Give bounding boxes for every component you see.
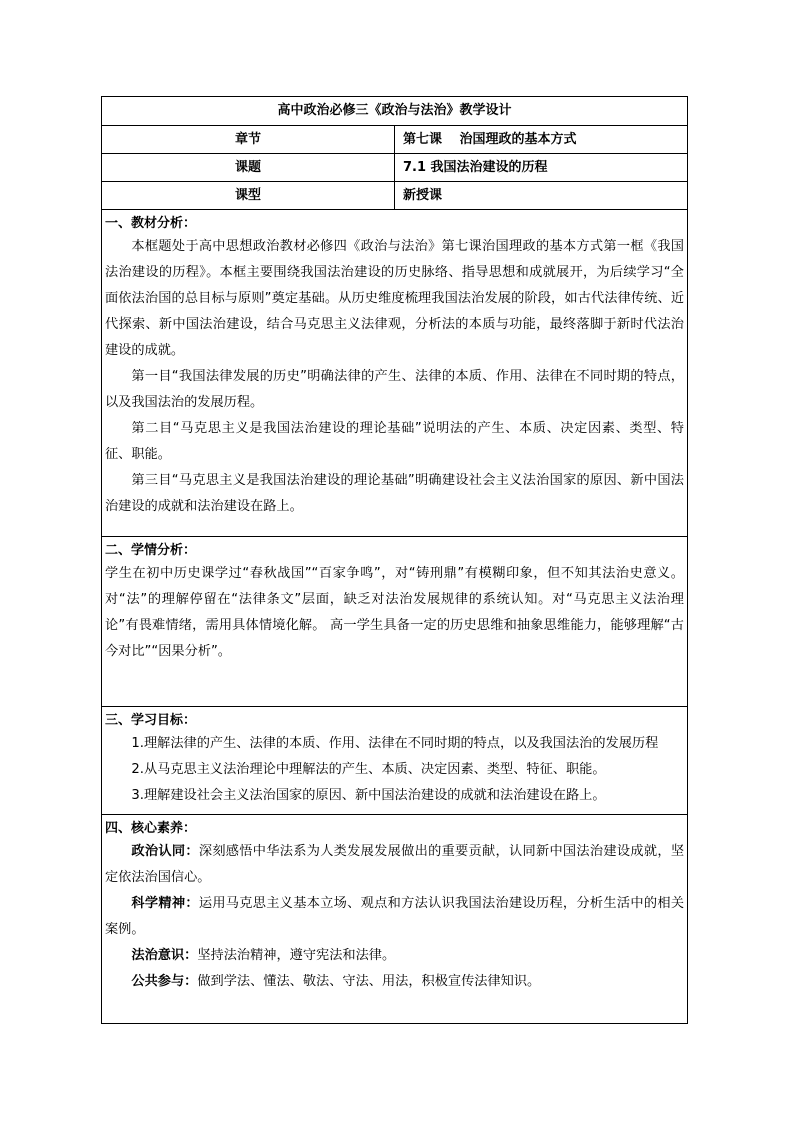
- lesson-plan-page: [101, 96, 688, 1024]
- core-literacy-text: 做到学法、懂法、敬法、守法、用法，积极宣传法律知识。: [197, 974, 541, 989]
- textbook-analysis-paragraph: 第三目“马克思主义是我国法治建设的理论基础”明确建设社会主义法治国家的原因、新中国法治建设的成就和法治建设在路上。: [105, 473, 684, 514]
- learning-goal-item: 3.理解建设社会主义法治国家的原因、新中国法治建设的成就和法治建设在路上。: [131, 788, 606, 803]
- core-literacy-item: [105, 969, 684, 995]
- textbook-analysis-paragraph: 本框题处于高中思想政治教材必修四《政治与法治》第七课治国理政的基本方式第一框《我国法治建设的历程》。本框主要围绕我国法治建设的历史脉络、指导思想和成就展开，为后续学习“全面依法治国的总目标与原则”奠定基础。从历史维度梳理我国法治发展的阶段，如古代法律传统、近代探索、新中国法治建设，结合马克思主义法律观，分析法的本质与功能，最终落脚于新时代法治建设的成就。: [105, 239, 684, 358]
- chapter-row: [102, 126, 688, 154]
- textbook-analysis-section: [102, 210, 688, 537]
- learning-goal-item: 1.理解法律的产生、法律的本质、作用、法律在不同时期的特点，以及我国法治的发展历程: [131, 736, 659, 751]
- lesson-plan-table: [101, 96, 688, 1024]
- learning-goals-heading: 三、学习目标：: [105, 713, 197, 728]
- core-literacy-text: 运用马克思主义基本立场、观点和方法认识我国法治建设历程，分析生活中的相关案例。: [105, 896, 685, 937]
- core-literacy-section: [102, 815, 688, 1024]
- student-analysis-section: [102, 537, 688, 707]
- type-label: 课型: [102, 182, 395, 210]
- type-value: 新授课: [395, 182, 688, 210]
- student-analysis-heading: 二、学情分析：: [105, 543, 197, 558]
- core-literacy-key: 科学精神：: [131, 896, 199, 911]
- core-literacy-item: [105, 943, 684, 969]
- core-literacy-key: 法治意识：: [131, 948, 198, 963]
- core-literacy-text: 深刻感悟中华法系为人类发展发展做出的重要贡献，认同新中国法治建设成就，坚定依法治国信心。: [105, 844, 685, 885]
- chapter-value: 第七课 治国理政的基本方式: [395, 126, 688, 154]
- chapter-label: 章节: [102, 126, 395, 154]
- core-literacy-text: 坚持法治精神，遵守宪法和法律。: [197, 948, 396, 963]
- lesson-value: 7.1 我国法治建设的历程: [395, 154, 688, 182]
- lesson-row: [102, 154, 688, 182]
- lesson-label: 课题: [102, 154, 395, 182]
- textbook-analysis-paragraph: 第一目“我国法律发展的历史”明确法律的产生、法律的本质、作用、法律在不同时期的特点，以及我国法治的发展历程。: [105, 369, 684, 410]
- core-literacy-key: 公共参与：: [131, 974, 198, 989]
- core-literacy-heading: 四、核心素养：: [105, 821, 197, 836]
- core-literacy-key: 政治认同：: [131, 844, 199, 859]
- learning-goal-item: 2.从马克思主义法治理论中理解法的产生、本质、决定因素、类型、特征、职能。: [131, 762, 606, 777]
- learning-goals-section: [102, 707, 688, 815]
- textbook-analysis-heading: 一、教材分析：: [105, 216, 197, 231]
- core-literacy-item: [105, 891, 684, 943]
- core-literacy-item: [105, 839, 684, 891]
- document-title: 高中政治必修三《政治与法治》教学设计: [102, 97, 688, 126]
- textbook-analysis-paragraph: 第二目“马克思主义是我国法治建设的理论基础”说明法的产生、本质、决定因素、类型、特征、职能。: [105, 421, 684, 462]
- type-row: [102, 182, 688, 210]
- student-analysis-paragraph: 学生在初中历史课学过“春秋战国”“百家争鸣”，对“铸刑鼎”有模糊印象，但不知其法治史意义。对“法”的理解停留在“法律条文”层面，缺乏对法治发展规律的系统认知。对“马克思主义法治理论”有畏难情绪，需用具体情境化解。 高一学生具备一定的历史思维和抽象思维能力，能够理解“古今对比”“因果分析”。: [105, 566, 684, 659]
